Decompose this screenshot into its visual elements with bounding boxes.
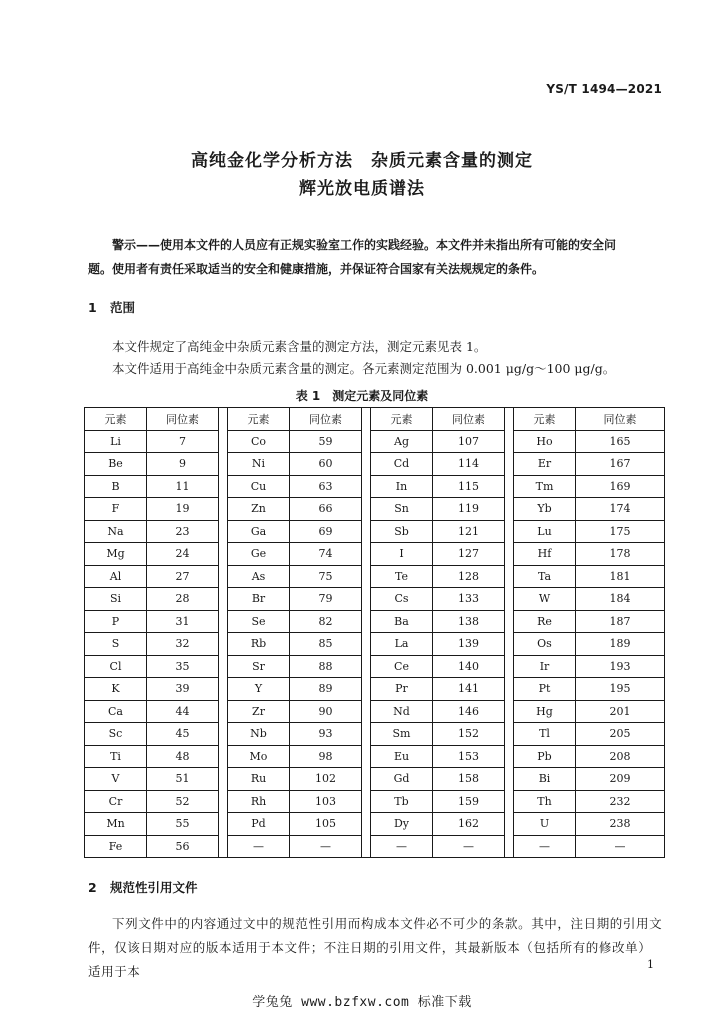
isotope-cell: 159 (433, 790, 505, 813)
header-element: 元素 (514, 408, 576, 431)
isotope-cell: 139 (433, 633, 505, 656)
element-cell: Ca (85, 700, 147, 723)
table-row (85, 543, 665, 566)
element-cell: W (514, 588, 576, 611)
isotope-cell: 27 (147, 565, 219, 588)
isotope-cell: 11 (147, 475, 219, 498)
column-gap (219, 655, 228, 678)
column-gap (362, 745, 371, 768)
element-cell: Mo (228, 745, 290, 768)
column-gap (505, 700, 514, 723)
isotope-cell: 146 (433, 700, 505, 723)
column-gap (362, 498, 371, 521)
isotope-cell: 181 (576, 565, 665, 588)
table-row (85, 790, 665, 813)
column-gap (362, 430, 371, 453)
isotope-cell: — (290, 835, 362, 858)
header-element: 元素 (371, 408, 433, 431)
table-row (85, 813, 665, 836)
element-cell: Ge (228, 543, 290, 566)
table-row (85, 430, 665, 453)
column-gap (505, 475, 514, 498)
isotope-cell: 167 (576, 453, 665, 476)
column-gap (362, 520, 371, 543)
column-gap (219, 835, 228, 858)
element-cell: Nb (228, 723, 290, 746)
isotope-cell: 93 (290, 723, 362, 746)
isotope-cell: 138 (433, 610, 505, 633)
column-gap (505, 633, 514, 656)
element-cell: Pr (371, 678, 433, 701)
section1-title: 范围 (110, 300, 136, 315)
isotope-cell: 19 (147, 498, 219, 521)
element-cell: Ba (371, 610, 433, 633)
section2-line1: 下列文件中的内容通过文中的规范性引用而构成本文件必不可少的条款。其中，注日期的引用文 (112, 916, 663, 931)
table-row (85, 835, 665, 858)
column-gap (505, 610, 514, 633)
isotope-cell: 140 (433, 655, 505, 678)
isotope-cell: 169 (576, 475, 665, 498)
isotope-cell: 32 (147, 633, 219, 656)
element-cell: Tb (371, 790, 433, 813)
column-gap (505, 565, 514, 588)
element-cell: Ho (514, 430, 576, 453)
element-cell: Ir (514, 655, 576, 678)
header-isotope: 同位素 (576, 408, 665, 431)
element-cell: Sn (371, 498, 433, 521)
element-cell: Hg (514, 700, 576, 723)
element-cell: Lu (514, 520, 576, 543)
column-gap (505, 813, 514, 836)
element-cell: Zn (228, 498, 290, 521)
isotope-cell: 141 (433, 678, 505, 701)
isotope-cell: 82 (290, 610, 362, 633)
element-cell: Os (514, 633, 576, 656)
element-cell: F (85, 498, 147, 521)
table-row (85, 633, 665, 656)
column-gap (505, 543, 514, 566)
isotope-cell: 209 (576, 768, 665, 791)
isotope-cell: 133 (433, 588, 505, 611)
element-cell: Re (514, 610, 576, 633)
column-gap (505, 520, 514, 543)
column-gap (362, 723, 371, 746)
table-body (85, 430, 665, 858)
isotope-cell: 232 (576, 790, 665, 813)
isotope-cell: 153 (433, 745, 505, 768)
element-cell: K (85, 678, 147, 701)
isotope-cell: 102 (290, 768, 362, 791)
isotope-cell: 201 (576, 700, 665, 723)
element-cell: Te (371, 565, 433, 588)
column-gap (362, 700, 371, 723)
element-cell: U (514, 813, 576, 836)
isotope-cell: 189 (576, 633, 665, 656)
column-gap (505, 498, 514, 521)
isotope-cell: 35 (147, 655, 219, 678)
isotope-cell: 39 (147, 678, 219, 701)
column-gap (362, 835, 371, 858)
isotope-cell: 205 (576, 723, 665, 746)
column-gap (362, 588, 371, 611)
element-cell: Er (514, 453, 576, 476)
element-cell: Hf (514, 543, 576, 566)
element-cell: Gd (371, 768, 433, 791)
isotope-cell: 7 (147, 430, 219, 453)
isotope-cell: 175 (576, 520, 665, 543)
column-gap (219, 430, 228, 453)
header-isotope: 同位素 (433, 408, 505, 431)
section2-heading (88, 878, 198, 896)
element-cell: Ce (371, 655, 433, 678)
isotope-cell: 59 (290, 430, 362, 453)
isotope-cell: 51 (147, 768, 219, 791)
element-cell: Li (85, 430, 147, 453)
section2-paragraph (88, 912, 664, 984)
element-cell: Rh (228, 790, 290, 813)
column-gap (362, 610, 371, 633)
element-cell: B (85, 475, 147, 498)
element-cell: Se (228, 610, 290, 633)
element-cell: Ti (85, 745, 147, 768)
isotope-cell: 121 (433, 520, 505, 543)
section1-number: 1 (88, 300, 97, 315)
column-gap (362, 768, 371, 791)
column-gap (362, 655, 371, 678)
document-title-line1: 高纯金化学分析方法 杂质元素含量的测定 (191, 151, 533, 171)
isotope-cell: 165 (576, 430, 665, 453)
isotope-cell: 24 (147, 543, 219, 566)
table-row (85, 655, 665, 678)
element-cell: Br (228, 588, 290, 611)
column-gap (505, 745, 514, 768)
table-row (85, 768, 665, 791)
element-cell: Cu (228, 475, 290, 498)
table-row (85, 700, 665, 723)
element-cell: Sc (85, 723, 147, 746)
column-gap (505, 835, 514, 858)
element-isotope-table-wrapper (84, 407, 664, 858)
element-cell: P (85, 610, 147, 633)
element-cell: Ag (371, 430, 433, 453)
element-cell: I (371, 543, 433, 566)
isotope-cell: 127 (433, 543, 505, 566)
column-gap (219, 588, 228, 611)
section1-para2: 本文件适用于高纯金中杂质元素含量的测定。各元素测定范围为 0.001 μg/g～100 μg/g。 (112, 361, 616, 376)
element-cell: Zr (228, 700, 290, 723)
column-gap (362, 790, 371, 813)
isotope-cell: 119 (433, 498, 505, 521)
table-row (85, 610, 665, 633)
header-isotope: 同位素 (290, 408, 362, 431)
section2-line2: 件，仅该日期对应的版本适用于本文件；不注日期的引用文件，其最新版本（包括所有的修改单）适用于本 (88, 940, 652, 979)
column-gap (219, 408, 228, 431)
element-cell: Al (85, 565, 147, 588)
column-gap (219, 813, 228, 836)
column-gap (219, 768, 228, 791)
table-row (85, 498, 665, 521)
isotope-cell: 88 (290, 655, 362, 678)
isotope-cell: 63 (290, 475, 362, 498)
isotope-cell: 9 (147, 453, 219, 476)
element-cell: Ga (228, 520, 290, 543)
table-row (85, 565, 665, 588)
element-cell: Co (228, 430, 290, 453)
isotope-cell: 48 (147, 745, 219, 768)
isotope-cell: 45 (147, 723, 219, 746)
isotope-cell: 107 (433, 430, 505, 453)
column-gap (219, 745, 228, 768)
isotope-cell: 152 (433, 723, 505, 746)
column-gap (219, 633, 228, 656)
section1-heading (88, 298, 135, 316)
column-gap (505, 723, 514, 746)
warning-line2: 题。使用者有责任采取适当的安全和健康措施，并保证符合国家有关法规规定的条件。 (88, 262, 545, 276)
document-title-line2: 辉光放电质谱法 (299, 179, 425, 199)
section2-title: 规范性引用文件 (110, 880, 198, 895)
element-cell: As (228, 565, 290, 588)
isotope-cell: 69 (290, 520, 362, 543)
isotope-cell: 89 (290, 678, 362, 701)
element-cell: Yb (514, 498, 576, 521)
column-gap (362, 678, 371, 701)
section2-number: 2 (88, 880, 97, 895)
element-cell: In (371, 475, 433, 498)
column-gap (505, 655, 514, 678)
element-cell: Cr (85, 790, 147, 813)
element-cell: S (85, 633, 147, 656)
column-gap (362, 408, 371, 431)
element-cell: Sr (228, 655, 290, 678)
column-gap (505, 678, 514, 701)
column-gap (505, 790, 514, 813)
element-cell: La (371, 633, 433, 656)
warning-line1: 警示——使用本文件的人员应有正规实验室工作的实践经验。本文件并未指出所有可能的安全问 (112, 238, 617, 252)
column-gap (362, 633, 371, 656)
header-isotope: 同位素 (147, 408, 219, 431)
isotope-cell: 79 (290, 588, 362, 611)
table-caption: 表 1 测定元素及同位素 (295, 389, 429, 403)
element-cell: Si (85, 588, 147, 611)
element-cell: Mg (85, 543, 147, 566)
element-cell: V (85, 768, 147, 791)
element-cell: Sb (371, 520, 433, 543)
element-cell: Ni (228, 453, 290, 476)
warning-block (88, 233, 664, 281)
isotope-cell: 128 (433, 565, 505, 588)
column-gap (219, 475, 228, 498)
footer-watermark: 学兔兔 www.bzfxw.com 标准下载 (252, 995, 472, 1010)
column-gap (362, 475, 371, 498)
column-gap (219, 790, 228, 813)
column-gap (505, 453, 514, 476)
column-gap (219, 498, 228, 521)
column-gap (362, 565, 371, 588)
column-gap (219, 453, 228, 476)
element-isotope-table (84, 407, 665, 858)
column-gap (505, 588, 514, 611)
element-cell: Ru (228, 768, 290, 791)
isotope-cell: 184 (576, 588, 665, 611)
isotope-cell: 56 (147, 835, 219, 858)
element-cell: Cs (371, 588, 433, 611)
isotope-cell: 103 (290, 790, 362, 813)
isotope-cell: 162 (433, 813, 505, 836)
isotope-cell: 115 (433, 475, 505, 498)
element-cell: Th (514, 790, 576, 813)
isotope-cell: 158 (433, 768, 505, 791)
column-gap (362, 453, 371, 476)
table-row (85, 678, 665, 701)
element-cell: Be (85, 453, 147, 476)
element-cell: Pd (228, 813, 290, 836)
table-row (85, 520, 665, 543)
column-gap (505, 768, 514, 791)
table-row (85, 588, 665, 611)
element-cell: Pb (514, 745, 576, 768)
isotope-cell: 98 (290, 745, 362, 768)
element-cell: Bi (514, 768, 576, 791)
table-row (85, 453, 665, 476)
isotope-cell: 52 (147, 790, 219, 813)
element-cell: Pt (514, 678, 576, 701)
element-cell: Y (228, 678, 290, 701)
element-cell: Cd (371, 453, 433, 476)
table-row (85, 475, 665, 498)
element-cell: — (514, 835, 576, 858)
element-cell: Cl (85, 655, 147, 678)
isotope-cell: 60 (290, 453, 362, 476)
section1-para1: 本文件规定了高纯金中杂质元素含量的测定方法，测定元素见表 1。 (112, 339, 487, 354)
standard-code: YS/T 1494—2021 (546, 82, 662, 96)
element-cell: Fe (85, 835, 147, 858)
isotope-cell: 105 (290, 813, 362, 836)
element-cell: Tl (514, 723, 576, 746)
table-header-row (85, 408, 665, 431)
column-gap (505, 408, 514, 431)
element-cell: Na (85, 520, 147, 543)
table-row (85, 745, 665, 768)
isotope-cell: 55 (147, 813, 219, 836)
isotope-cell: 74 (290, 543, 362, 566)
isotope-cell: 75 (290, 565, 362, 588)
isotope-cell: 31 (147, 610, 219, 633)
isotope-cell: 28 (147, 588, 219, 611)
isotope-cell: — (576, 835, 665, 858)
isotope-cell: 85 (290, 633, 362, 656)
isotope-cell: 90 (290, 700, 362, 723)
element-cell: Ta (514, 565, 576, 588)
element-cell: Tm (514, 475, 576, 498)
element-cell: — (228, 835, 290, 858)
isotope-cell: — (433, 835, 505, 858)
element-cell: — (371, 835, 433, 858)
column-gap (362, 813, 371, 836)
isotope-cell: 187 (576, 610, 665, 633)
column-gap (219, 610, 228, 633)
isotope-cell: 208 (576, 745, 665, 768)
element-cell: Rb (228, 633, 290, 656)
element-cell: Nd (371, 700, 433, 723)
isotope-cell: 178 (576, 543, 665, 566)
isotope-cell: 23 (147, 520, 219, 543)
isotope-cell: 174 (576, 498, 665, 521)
element-cell: Mn (85, 813, 147, 836)
table-row (85, 723, 665, 746)
isotope-cell: 195 (576, 678, 665, 701)
header-element: 元素 (85, 408, 147, 431)
element-cell: Dy (371, 813, 433, 836)
column-gap (219, 520, 228, 543)
element-cell: Sm (371, 723, 433, 746)
column-gap (219, 723, 228, 746)
header-element: 元素 (228, 408, 290, 431)
isotope-cell: 66 (290, 498, 362, 521)
column-gap (219, 565, 228, 588)
isotope-cell: 238 (576, 813, 665, 836)
isotope-cell: 114 (433, 453, 505, 476)
column-gap (219, 543, 228, 566)
page-number: 1 (647, 958, 654, 971)
column-gap (219, 700, 228, 723)
isotope-cell: 193 (576, 655, 665, 678)
column-gap (219, 678, 228, 701)
element-cell: Eu (371, 745, 433, 768)
isotope-cell: 44 (147, 700, 219, 723)
column-gap (362, 543, 371, 566)
column-gap (505, 430, 514, 453)
